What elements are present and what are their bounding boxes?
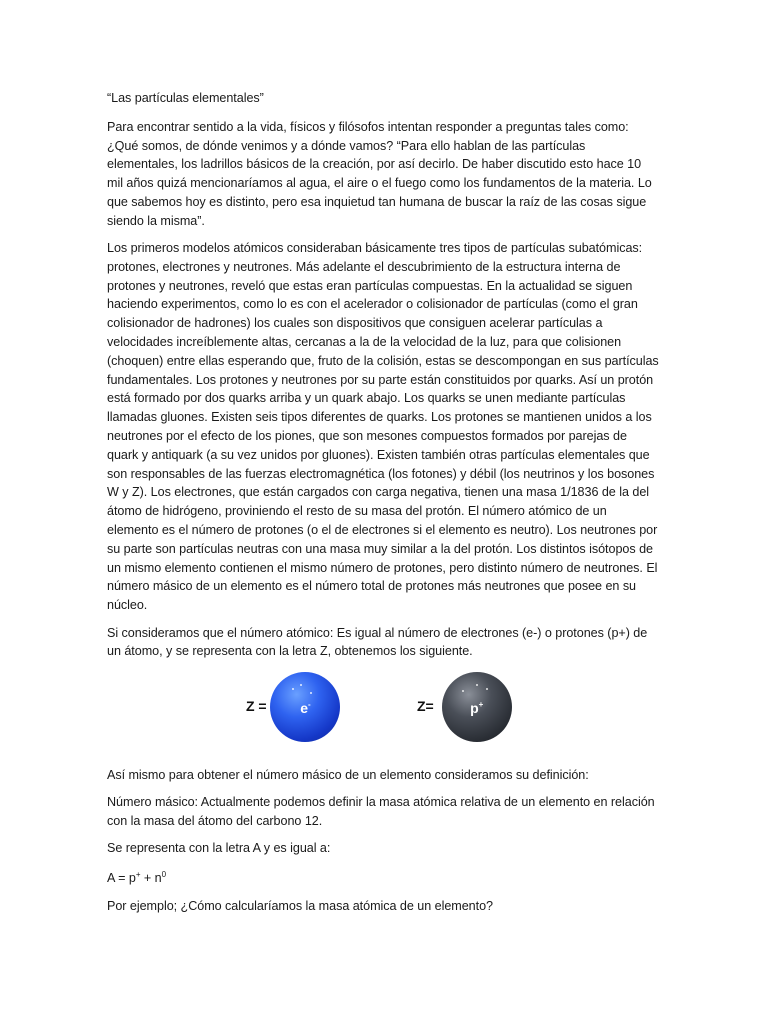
mass-number-formula: $A = p^+ + n^0$ [107, 870, 167, 886]
electron-symbol: e- [300, 699, 311, 716]
document-body [107, 89, 659, 924]
document-title: “Las partículas elementales” [107, 91, 264, 105]
paragraph-represented-as: Se representa con la letra A y es igual a: [107, 841, 331, 855]
atom-illustrations [107, 670, 659, 760]
paragraph-atomic-models: Los primeros modelos atómicos consideraban básicamente tres tipos de partículas subatómicas: protones, electrones y neutrones. Más adelante el descubrimiento de la estructura interna de protones y neutrones, reveló que estas eran partículas compuestas. En la actualidad se siguen haciendo experimentos, como lo es con el acelerador o colisionador de partículas (como el gran colisionador de hadrones) los cuales son dispositivos que consiguen acelerar partículas a velocidades increíblemente altas, cercanas a la de la velocidad de la luz, para que colisionen (choquen) entre ellas esperando que, fruto de la colisión, estas se descompongan en sus partículas fundamentales. Los protones y neutrones por su parte están constituidos por quarks. Así un protón está formado por dos quarks arriba y un quark abajo. Los quarks se unen mediante partículas llamadas gluones. Existen seis tipos diferentes de quarks. Los protones se mantienen unidos a los neutrones por el efecto de los piones, que son mesones compuestos formados por parejas de quark y antiquark (a su vez unidos por gluones). Existen también otras partículas elementales que son responsables de las fuerzas electromagnética (los fotones) y débil (los neutrinos y los bosones W y Z). Los electrones, que están cargados con carga negativa, tienen una masa 1/1836 de la del átomo de hidrógeno, proviniendo el resto de su masa del protón. El número atómico de un elemento es el número de protones (o el de electrones si el elemento es neutro). Los neutrones por su parte son partículas neutras con una masa muy similar a la del protón. Los distintos isótopos de un mismo elemento contienen el mismo número de protones, pero distinto número de neutrones. El número másico de un elemento es el número total de protones más neutrones que posee en su núcleo. [107, 241, 659, 613]
paragraph-intro: Para encontrar sentido a la vida, físicos y filósofos intentan responder a preguntas tales como: ¿Qué somos, de dónde venimos y a dónde vamos? “Para ello hablan de las partículas elementales, los ladrillos básicos de la creación, por así decirlo. De haber discutido esto hace 10 mil años quizá mencionaríamos al agua, el aire o el fuego como los fundamentos de la materia. Lo que sabemos hoy es distinto, pero esa inquietud tan humana de buscar la raíz de las cosas sigue siendo la misma”. [107, 119, 652, 228]
proton-symbol: p+ [470, 699, 484, 716]
paragraph-mass-number-intro: Así mismo para obtener el número másico de un elemento consideramos su definición: [107, 767, 589, 782]
paragraph-example-question: Por ejemplo; ¿Cómo calcularíamos la masa atómica de un elemento? [107, 898, 493, 913]
electron-figure [246, 672, 340, 742]
z-label-electron: Z = [246, 698, 267, 715]
proton-figure [417, 672, 512, 742]
proton-sphere-icon [442, 672, 512, 742]
z-label-proton: Z= [417, 698, 434, 715]
paragraph-mass-number-definition: Número másico: Actualmente podemos definir la masa atómica relativa de un elemento en relación con la masa del átomo del carbono 12. [107, 794, 655, 828]
paragraph-atomic-number: Si consideramos que el número atómico: Es igual al número de electrones (e-) o protones (p+) de un átomo, y se representa con la letra Z, obtenemos los siguiente. [107, 625, 648, 659]
electron-sphere-icon [270, 672, 340, 742]
